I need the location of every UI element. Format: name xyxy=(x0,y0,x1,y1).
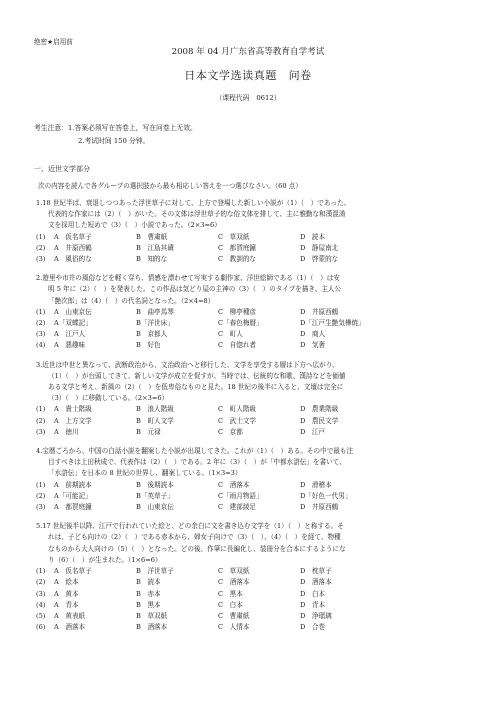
option-choice: A 都賀庭鐘 xyxy=(54,503,92,512)
option-choice: D 読本 xyxy=(300,232,326,241)
option-choice: C 教訓的な xyxy=(218,255,257,264)
option-choice: A 黄本 xyxy=(54,589,79,598)
option-row xyxy=(34,243,462,254)
exam-title: 2008 年 04 月广东省高等教育自学考试 xyxy=(171,47,325,57)
option-number: (3) xyxy=(36,330,46,339)
option-row xyxy=(34,600,462,611)
option-choice: D 浄瑠璃 xyxy=(300,611,332,620)
option-choice: A 江戸人 xyxy=(54,330,86,339)
option-choice: D 酒落本 xyxy=(300,578,332,587)
option-number: (3) xyxy=(36,503,46,512)
option-choice: D 滑稽本 xyxy=(300,480,332,489)
option-number: (1) xyxy=(36,480,46,489)
option-choice: D 商人 xyxy=(300,330,326,339)
question-line: 3.近世は中世と異なって、武断政治から、文治政治へと移行した、文学を享受する層は下方へ広がり、 xyxy=(36,360,339,369)
option-row xyxy=(34,622,462,633)
option-choice: B「英草子」 xyxy=(136,491,174,500)
option-choice: A「双蝶記」 xyxy=(54,319,92,328)
option-choice: C 黒本 xyxy=(218,589,243,598)
option-number: (2) xyxy=(36,578,46,587)
option-choice: C 柳亭種彦 xyxy=(218,307,257,316)
option-choice: A 前期読本 xyxy=(54,480,92,489)
option-choice: A 仮名草子 xyxy=(54,567,92,576)
option-choice: C 建部綾足 xyxy=(218,503,257,512)
option-row xyxy=(34,307,462,318)
option-choice: C 自惚れ者 xyxy=(218,341,257,350)
option-number: (3) xyxy=(36,255,46,264)
option-choice: B 浪人階級 xyxy=(136,405,174,414)
question-line: 5.17 世紀後半以降、江戸で行われていた絵と、どの余白に文を書き込む文学を（1）（ ）と称する。そ xyxy=(36,522,344,531)
question-text xyxy=(34,273,462,307)
question-line: 2.遊里や市井の風俗などを軽く穿ち、情感を漂わせて写実する劇作家、洋世絵師である（1）（ ）は安 xyxy=(36,274,340,283)
option-choice: B 曹粛紙 xyxy=(136,232,168,241)
note-line-2: 2.考试时间 150 分钟。 xyxy=(78,136,150,145)
option-choice: C「雨月物語」 xyxy=(218,491,263,500)
option-choice: A 絵本 xyxy=(54,578,79,587)
option-number: (3) xyxy=(36,589,46,598)
option-choice: B 読本 xyxy=(136,578,161,587)
option-number: (1) xyxy=(36,405,46,414)
question-line: 「艶次郎」は（4）（ ）の代名詞となった。（2×4=8） xyxy=(48,296,215,305)
option-choice: C 酒落本 xyxy=(218,578,250,587)
option-choice: A 徳川 xyxy=(54,427,79,436)
option-choice: C 曹粛紙 xyxy=(218,611,250,620)
confidential-label: 绝密★启用前 xyxy=(34,38,73,46)
question-line: （3）（ ）に移動している。（2×3=6） xyxy=(48,394,169,403)
option-choice: C 都賀庭鐘 xyxy=(218,243,257,252)
option-choice: B 知的な xyxy=(136,255,168,264)
option-choice: D 井原西鶴 xyxy=(300,307,339,316)
question-text xyxy=(34,360,462,405)
option-number: (2) xyxy=(36,243,46,252)
question-text xyxy=(34,446,462,480)
option-choice: B 草双紙 xyxy=(136,611,168,620)
option-choice: D 静屋南北 xyxy=(300,243,339,252)
option-choice: D 白本 xyxy=(300,589,326,598)
option-choice: B 酒落本 xyxy=(136,623,168,632)
option-choice: D 江戸 xyxy=(300,427,326,436)
option-choice: D 井原西鶴 xyxy=(300,503,339,512)
option-choice: C 草双紙 xyxy=(218,232,250,241)
option-choice: A 青本 xyxy=(54,600,79,609)
option-choice: A 仮名草子 xyxy=(54,232,92,241)
option-choice: B 曲亭馬琴 xyxy=(136,307,174,316)
note-line-1: 考生注意：1.答案必须写在答卷上，写在问卷上无效。 xyxy=(34,124,197,132)
option-choice: C 町人 xyxy=(218,330,243,339)
option-choice: A 山東京伝 xyxy=(54,307,92,316)
option-choice: C 武士文学 xyxy=(218,416,257,425)
option-choice: D「江戸生艶気樺焼」 xyxy=(300,319,365,328)
option-choice: D 農民文学 xyxy=(300,416,339,425)
option-choice: B 赤本 xyxy=(136,589,161,598)
option-row xyxy=(34,427,462,438)
option-choice: A 上方文学 xyxy=(54,416,92,425)
course-code: （课程代码 0612） xyxy=(215,94,281,102)
option-choice: B 町人文学 xyxy=(136,416,174,425)
question-block xyxy=(34,360,462,438)
option-choice: C 酒落本 xyxy=(218,480,250,489)
option-choice: D 青本 xyxy=(300,600,326,609)
option-choice: B 後期読本 xyxy=(136,480,174,489)
option-choice: A 酒落本 xyxy=(54,623,86,632)
option-choice: A 井原西鶴 xyxy=(54,243,92,252)
option-choice: B「洋世床」 xyxy=(136,319,174,328)
question-line: れは、子ども向けの（2）（ ）である赤本から、婦女子向けで（3）（ ）、（4）（ ）を経て、物種 xyxy=(48,533,341,542)
section-instruction: 次の内容を読んで各グループの選択肢から最も相応しい答えを一つ選びなさい。（60 点） xyxy=(38,182,302,190)
exam-notes xyxy=(34,122,462,147)
option-row xyxy=(34,329,462,340)
option-choice: C 京都 xyxy=(218,427,243,436)
option-choice: B 洋世草子 xyxy=(136,567,174,576)
option-choice: B 元禄 xyxy=(136,427,161,436)
question-line: 「水滸伝」を日本の 8 世紀の世界し、翻案している。（1×3=3） xyxy=(48,469,242,478)
option-choice: B 京都人 xyxy=(136,330,168,339)
option-number: (5) xyxy=(36,611,46,620)
option-choice: D 農業階級 xyxy=(300,405,339,414)
question-block xyxy=(34,446,462,513)
option-number: (2) xyxy=(36,319,46,328)
question-line: （1）（ ）が台頭してきて、新しい文学が成立を促すが、当時では、伝統的な和歌、漢詩などを価値 xyxy=(48,371,346,380)
option-number: (4) xyxy=(36,341,46,350)
option-row xyxy=(34,491,462,502)
option-number: (3) xyxy=(36,427,46,436)
question-line: 1.18 世紀半ば、衰退しつつあった浮世草子に対して、上方で登場した新しい小説が（1）（ ）であった。 xyxy=(36,199,351,207)
option-row xyxy=(34,566,462,577)
option-choice: A 貴士階級 xyxy=(54,405,92,414)
option-row xyxy=(34,589,462,600)
option-number: (1) xyxy=(36,307,46,316)
subject-title: 日本文学选读真题 问卷 xyxy=(184,69,312,82)
option-row xyxy=(34,232,462,243)
option-choice: B 江島其磧 xyxy=(136,243,174,252)
question-line: 文を採用した短めで（3）（ ）小説であった。（2×3=6） xyxy=(48,221,221,230)
option-number: (6) xyxy=(36,623,46,632)
option-number: (2) xyxy=(36,491,46,500)
option-row xyxy=(34,254,462,265)
question-block xyxy=(34,521,462,633)
question-line: 目すべきは上田秋成で、代表作は（2）（ ）である。2 年に（3）（ ）が「中都水滸伝」を書いて、 xyxy=(48,458,346,467)
option-row xyxy=(34,502,462,513)
option-choice: C 白本 xyxy=(218,600,243,609)
option-choice: A 黄表紙 xyxy=(54,611,86,620)
question-line: 代表的な作家には（2）（ ）がいた。その文体は浮世草子的な俗文体を排して、主に雅勤な和漢混淆 xyxy=(48,210,346,219)
option-choice: C「春色梅暦」 xyxy=(218,319,263,328)
option-row xyxy=(34,611,462,622)
section-title: 一、近世文学部分 xyxy=(34,165,90,173)
option-choice: C 草双紙 xyxy=(218,567,250,576)
option-row xyxy=(34,404,462,415)
option-number: (2) xyxy=(36,416,46,425)
option-choice: B 好色 xyxy=(136,341,161,350)
question-block xyxy=(34,273,462,351)
option-choice: B 黒本 xyxy=(136,600,161,609)
option-number: (1) xyxy=(36,232,46,241)
question-line: 4.宝暦ごろから、中国の白話小説を翻案した小説が出現してきた。これが（1）（ ）ある。その中で最も注 xyxy=(36,447,354,456)
option-choice: A 風俗的な xyxy=(54,255,92,264)
question-text xyxy=(34,198,462,232)
option-choice: B 山東京伝 xyxy=(136,503,174,512)
option-choice: A「可能記」 xyxy=(54,491,92,500)
option-choice: D 枕草子 xyxy=(300,567,332,576)
question-line: なものから大人向けの（5）（ ）となった。どの後、作筆に長編化し、装冊分を合本にするようにな xyxy=(48,544,346,553)
question-line: ある文学と考え、新風の（2）（ ）を低卑俗なものと見た。18 世紀の後半に入ると、文壇は完全に xyxy=(48,383,344,392)
option-row xyxy=(34,416,462,427)
option-choice: C 町人階級 xyxy=(218,405,257,414)
option-row xyxy=(34,480,462,491)
question-block xyxy=(34,198,462,265)
option-row xyxy=(34,340,462,351)
question-line: 明 5 年に（2）（ ）を発表した。この作品は気どり屋の主神の（3）（ ）のタイプを描き、主人公 xyxy=(48,285,342,294)
option-choice: C 人情本 xyxy=(218,623,250,632)
option-choice: D 気奢 xyxy=(300,341,326,350)
option-choice: D 合巻 xyxy=(300,623,326,632)
question-text xyxy=(34,521,462,566)
question-line: り（6）（ ）が生まれた。（1×6=6） xyxy=(48,555,162,564)
option-row xyxy=(34,577,462,588)
option-choice: D 啓蒙的な xyxy=(300,255,339,264)
option-number: (4) xyxy=(36,600,46,609)
option-choice: A 悪趣味 xyxy=(54,341,86,350)
question-list xyxy=(34,198,462,633)
option-number: (1) xyxy=(36,567,46,576)
option-choice: D「好色一代男」 xyxy=(300,491,352,500)
option-row xyxy=(34,318,462,329)
